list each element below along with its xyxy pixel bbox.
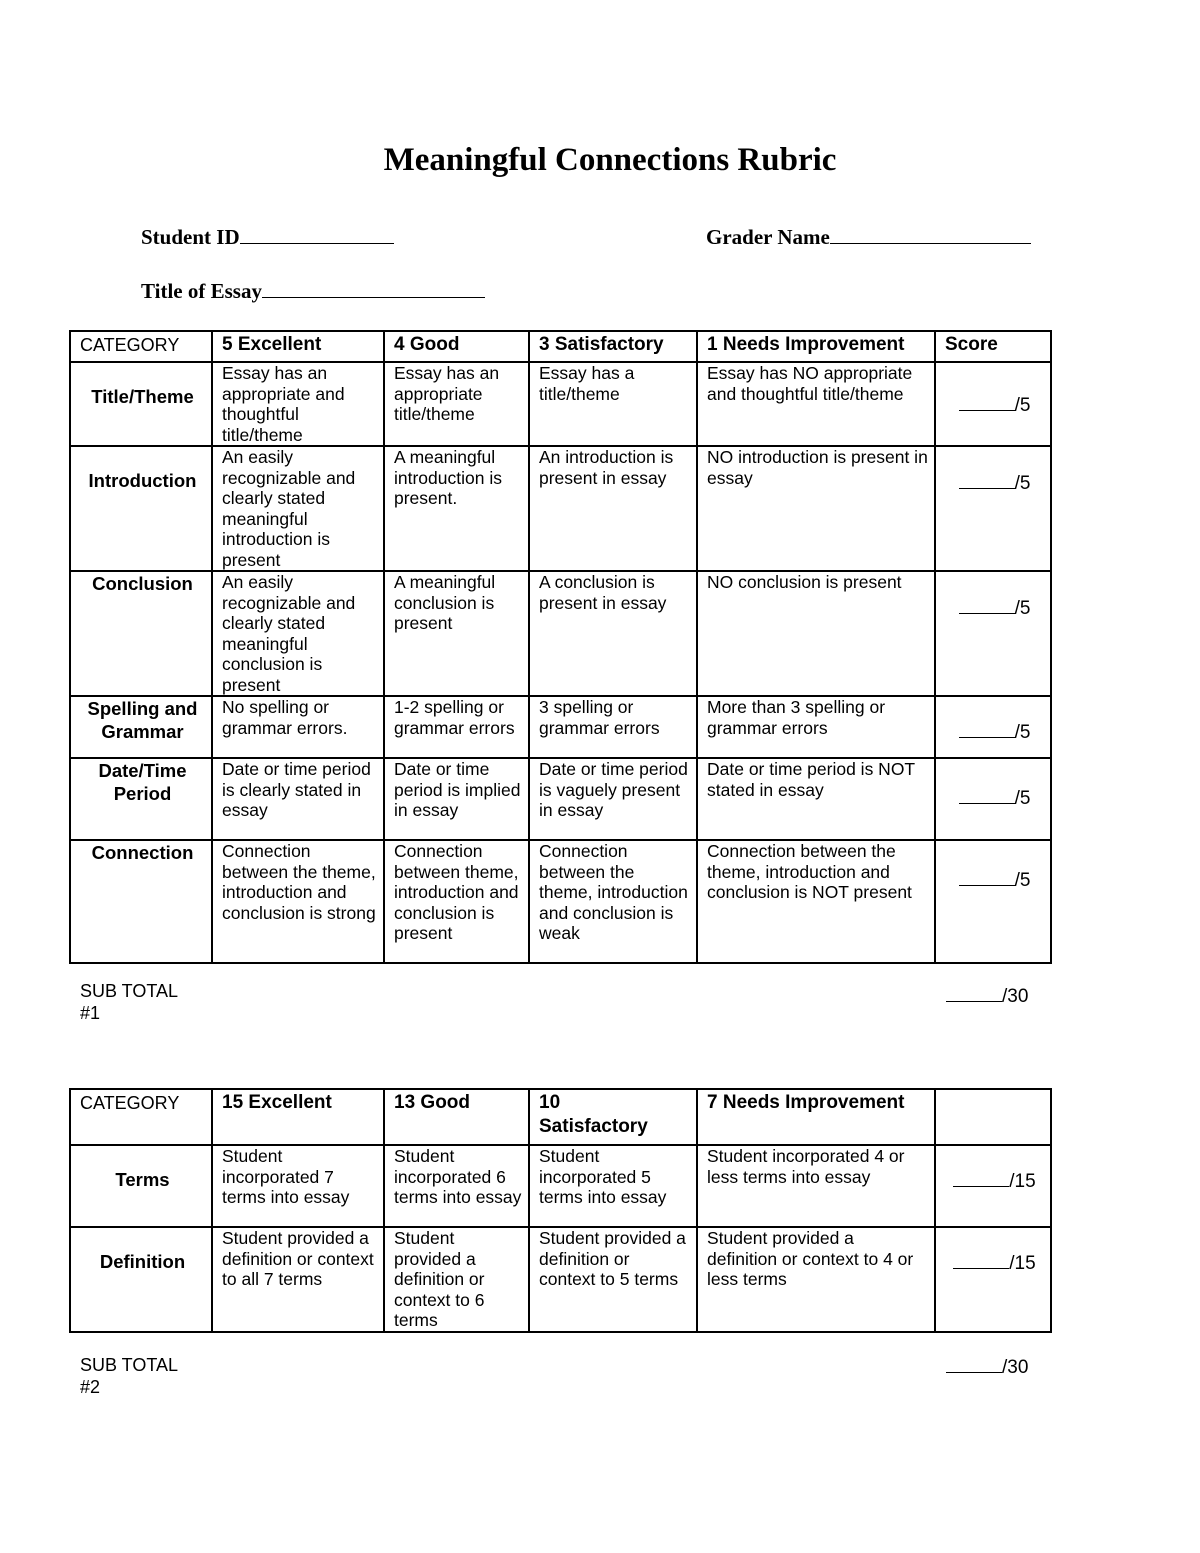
page-title: Meaningful Connections Rubric [383, 142, 837, 178]
header-excellent: 15 Excellent [212, 1089, 384, 1145]
score-cell[interactable] [935, 1145, 1051, 1227]
score-cell[interactable] [935, 362, 1051, 446]
criteria-cell: Date or time period is implied in essay [384, 758, 529, 840]
student-id-field[interactable] [141, 225, 394, 250]
criteria-cell: Student incorporated 4 or less terms into essay [697, 1145, 935, 1227]
header-needs-improvement: 7 Needs Improvement [697, 1089, 935, 1145]
header-satisfactory: 10 Satisfactory [529, 1089, 697, 1145]
score-max: /5 [1014, 394, 1031, 416]
table-row [70, 1227, 1051, 1332]
score-blank[interactable] [959, 867, 1015, 886]
criteria-cell: Date or time period is NOT stated in essay [697, 758, 935, 840]
essay-title-field[interactable] [141, 279, 485, 304]
criteria-cell: 1-2 spelling or grammar errors [384, 696, 529, 758]
criteria-cell: Date or time period is clearly stated in essay [212, 758, 384, 840]
category-cell: Date/Time Period [70, 758, 212, 840]
grader-name-field[interactable] [706, 225, 1031, 250]
subtotal-2-blank[interactable] [946, 1354, 1002, 1373]
category-cell: Terms [70, 1145, 212, 1227]
criteria-cell: Connection between the theme, introduction and conclusion is NOT present [697, 840, 935, 963]
criteria-cell: NO introduction is present in essay [697, 446, 935, 571]
criteria-cell: A meaningful introduction is present. [384, 446, 529, 571]
score-max: /5 [1014, 870, 1031, 891]
criteria-cell: Student provided a definition or context to 4 or less terms [697, 1227, 935, 1332]
criteria-cell: Student incorporated 5 terms into essay [529, 1145, 697, 1227]
score-max: /15 [1009, 1171, 1036, 1192]
criteria-cell: Essay has an appropriate title/theme [384, 362, 529, 446]
criteria-cell: Date or time period is vaguely present in essay [529, 758, 697, 840]
header-category: CATEGORY [70, 1089, 212, 1145]
score-cell[interactable] [935, 571, 1051, 696]
subtotal-1-max: /30 [1002, 986, 1029, 1007]
header-good: 4 Good [384, 331, 529, 362]
score-blank[interactable] [953, 1168, 1009, 1187]
score-blank[interactable] [959, 785, 1015, 804]
criteria-cell: Student provided a definition or context to all 7 terms [212, 1227, 384, 1332]
criteria-cell: NO conclusion is present [697, 571, 935, 696]
score-cell[interactable] [935, 446, 1051, 571]
score-cell[interactable] [935, 840, 1051, 963]
table-header-row [70, 331, 1051, 362]
rubric-table-2 [69, 1088, 1052, 1333]
grader-name-label: Grader Name [706, 225, 830, 249]
category-cell: Connection [70, 840, 212, 963]
criteria-cell: More than 3 spelling or grammar errors [697, 696, 935, 758]
header-satisfactory: 3 Satisfactory [529, 331, 697, 362]
table-row [70, 446, 1051, 571]
table-row [70, 1145, 1051, 1227]
criteria-cell: A conclusion is present in essay [529, 571, 697, 696]
subtotal-2-score[interactable] [946, 1354, 1028, 1379]
category-cell: Introduction [70, 446, 212, 571]
score-cell[interactable] [935, 1227, 1051, 1332]
table-row [70, 758, 1051, 840]
criteria-cell: No spelling or grammar errors. [212, 696, 384, 758]
criteria-cell: Connection between theme, introduction and conclusion is present [384, 840, 529, 963]
criteria-cell: An easily recognizable and clearly stated meaningful introduction is present [212, 446, 384, 571]
subtotal-1-score[interactable] [946, 983, 1028, 1008]
score-max: /5 [1014, 598, 1031, 619]
table-row [70, 362, 1051, 446]
criteria-cell: Essay has a title/theme [529, 362, 697, 446]
criteria-cell: Student provided a definition or context to 6 terms [384, 1227, 529, 1332]
score-cell[interactable] [935, 758, 1051, 840]
score-blank[interactable] [959, 719, 1015, 738]
criteria-cell: Student incorporated 7 terms into essay [212, 1145, 384, 1227]
score-cell[interactable] [935, 696, 1051, 758]
subtotal-1-label: SUB TOTAL #1 [80, 981, 178, 1023]
criteria-cell: An easily recognizable and clearly stated meaningful conclusion is present [212, 571, 384, 696]
table-header-row [70, 1089, 1051, 1145]
criteria-cell: Student incorporated 6 terms into essay [384, 1145, 529, 1227]
student-id-line[interactable] [240, 225, 394, 244]
subtotal-2-max: /30 [1002, 1357, 1029, 1378]
student-id-label: Student ID [141, 225, 240, 249]
header-score: Score [935, 331, 1051, 362]
criteria-cell: Essay has an appropriate and thoughtful title/theme [212, 362, 384, 446]
table-row [70, 696, 1051, 758]
grader-name-line[interactable] [830, 225, 1031, 244]
header-score [935, 1089, 1051, 1145]
rubric-table-1 [69, 330, 1052, 964]
score-max: /15 [1009, 1253, 1036, 1274]
subtotal-1-blank[interactable] [946, 983, 1002, 1002]
table-row [70, 840, 1051, 963]
criteria-cell: Essay has NO appropriate and thoughtful title/theme [697, 362, 935, 446]
category-cell: Spelling and Grammar [70, 696, 212, 758]
criteria-cell: Student provided a definition or context to 5 terms [529, 1227, 697, 1332]
table-row [70, 571, 1051, 696]
score-blank[interactable] [953, 1250, 1009, 1269]
criteria-cell: Connection between the theme, introduction and conclusion is weak [529, 840, 697, 963]
criteria-cell: 3 spelling or grammar errors [529, 696, 697, 758]
score-blank[interactable] [959, 470, 1015, 489]
header-good: 13 Good [384, 1089, 529, 1145]
score-blank[interactable] [959, 392, 1015, 411]
category-cell: Title/Theme [70, 362, 212, 446]
criteria-cell: A meaningful conclusion is present [384, 571, 529, 696]
score-max: /5 [1014, 722, 1031, 743]
category-cell: Definition [70, 1227, 212, 1332]
header-excellent: 5 Excellent [212, 331, 384, 362]
score-max: /5 [1014, 788, 1031, 809]
essay-title-line[interactable] [262, 279, 485, 298]
subtotal-2-label: SUB TOTAL #2 [80, 1355, 178, 1397]
header-needs-improvement: 1 Needs Improvement [697, 331, 935, 362]
essay-title-label: Title of Essay [141, 279, 262, 303]
score-max: /5 [1014, 473, 1031, 494]
score-blank[interactable] [959, 595, 1015, 614]
header-category: CATEGORY [70, 331, 212, 362]
criteria-cell: An introduction is present in essay [529, 446, 697, 571]
category-cell: Conclusion [70, 571, 212, 696]
criteria-cell: Connection between the theme, introduction and conclusion is strong [212, 840, 384, 963]
